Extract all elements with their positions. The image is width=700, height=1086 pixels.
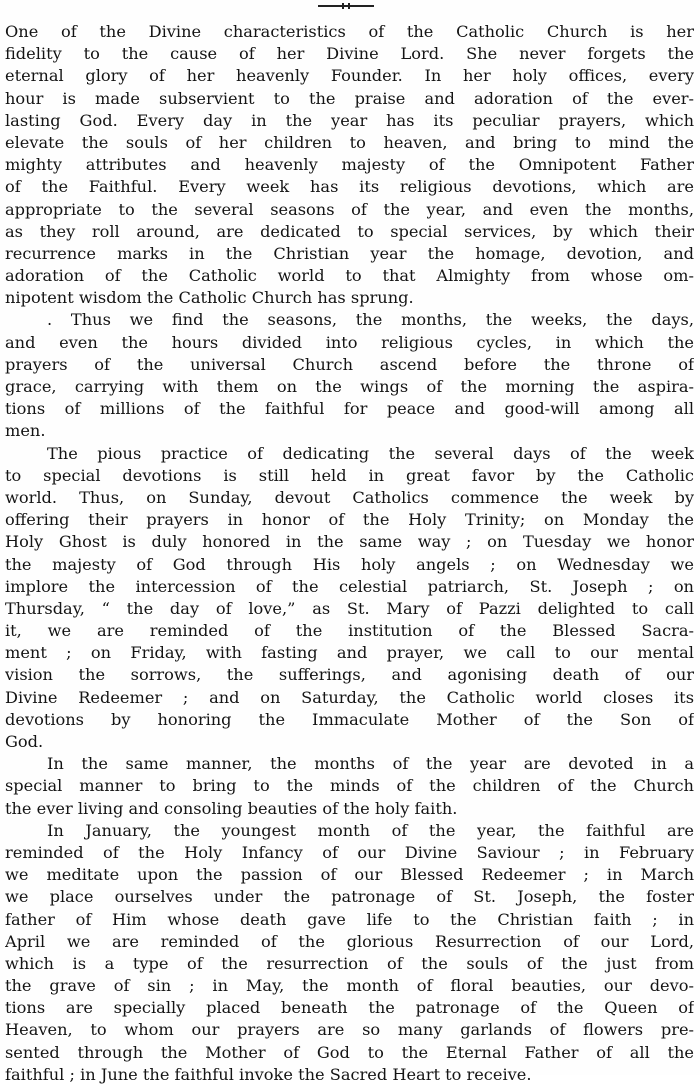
text-line: men. [5,421,46,441]
ornament-tick [342,3,344,9]
text-line: father of Him whose death gave life to the Christian faith ; in [5,909,694,929]
text-line: . Thus we find the seasons, the months, the weeks, the days, [47,310,694,330]
text-line: nipotent wisdom the Catholic Church has sprung. [5,288,414,308]
text-line: appropriate to the several seasons of the year, and even the months, [5,199,694,219]
paragraph [5,21,694,309]
text-line: the majesty of God through His holy angels ; on Wednesday we [5,554,694,574]
text-line: and even the hours divided into religious cycles, in which the [5,332,694,352]
text-line: to special devotions is still held in great favor by the Catholic [5,465,694,485]
text-line: the ever living and consoling beauties of the holy faith. [5,798,458,818]
paragraph [5,753,694,820]
text-line: devotions by honoring the Immaculate Mother of the Son of [5,709,694,729]
paragraph [5,309,694,442]
text-line: tions are specially placed beneath the patronage of the Queen of [5,998,694,1018]
text-line: eternal glory of her heavenly Founder. In her holy offices, every [5,66,694,86]
text-line: elevate the souls of her children to heaven, and bring to mind the [5,132,694,152]
text-line: we meditate upon the passion of our Blessed Redeemer ; in March [5,865,694,885]
header-ornament [318,3,374,9]
paragraph [5,443,694,754]
text-line: world. Thus, on Sunday, devout Catholics commence the week by [5,487,694,507]
text-line: prayers of the universal Church ascend before the throne of [5,354,694,374]
text-line: hour is made subservient to the praise and adoration of the ever- [5,88,694,108]
text-line: reminded of the Holy Infancy of our Divine Saviour ; in February [5,842,694,862]
text-line: Holy Ghost is duly honored in the same way ; on Tuesday we honor [5,532,694,552]
text-line: Heaven, to whom our prayers are so many garlands of flowers pre- [5,1020,694,1040]
text-line: vision the sorrows, the sufferings, and agonising death of our [5,665,694,685]
text-line: mighty attributes and heavenly majesty of the Omnipotent Father [5,155,694,175]
text-line: Divine Redeemer ; and on Saturday, the Catholic world closes its [5,687,694,707]
text-line: In the same manner, the months of the year are devoted in a [47,754,694,774]
text-line: as they roll around, are dedicated to special services, by which their [5,221,694,241]
text-line: The pious practice of dedicating the several days of the week [47,443,694,463]
text-line: of the Faithful. Every week has its religious devotions, which are [5,177,694,197]
text-line: it, we are reminded of the institution of the Blessed Sacra- [5,621,694,641]
text-line: In January, the youngest month of the year, the faithful are [47,820,694,840]
paragraph [5,820,694,1086]
ornament-tick [348,3,350,9]
text-line: grace, carrying with them on the wings of the morning the aspira- [5,377,694,396]
text-line: offering their prayers in honor of the Holy Trinity; on Monday the [5,510,694,530]
text-line: Thursday, “ the day of love,” as St. Mary of Pazzi delighted to call [5,598,694,618]
text-line: adoration of the Catholic world to that Almighty from whose om- [5,266,694,286]
text-line: which is a type of the resurrection of the souls of the just from [5,953,694,973]
ornament-rule [318,5,374,7]
text-line: the grave of sin ; in May, the month of floral beauties, our devo- [5,976,694,996]
text-line: special manner to bring to the minds of the children of the Church [5,776,694,796]
text-line: One of the Divine characteristics of the Catholic Church is her [5,22,694,41]
text-line: God. [5,732,44,751]
text-line: recurrence marks in the Christian year the homage, devotion, and [5,243,694,263]
text-line: tions of millions of the faithful for peace and good-will among all [5,399,694,419]
text-line: we place ourselves under the patronage of St. Joseph, the foster [5,887,694,907]
text-line: implore the intercession of the celestial patriarch, St. Joseph ; on [5,576,694,596]
text-line: ment ; on Friday, with fasting and prayer, we call to our mental [5,643,694,663]
text-line: fidelity to the cause of her Divine Lord. She never forgets the [5,44,694,64]
text-line: lasting God. Every day in the year has its peculiar prayers, which [5,110,694,130]
article-body [5,21,694,1086]
text-line: sented through the Mother of God to the Eternal Father of all the [5,1042,694,1062]
text-line: faithful ; in June the faithful invoke the Sacred Heart to receive. [5,1064,532,1084]
text-line: April we are reminded of the glorious Resurrection of our Lord, [5,931,694,951]
